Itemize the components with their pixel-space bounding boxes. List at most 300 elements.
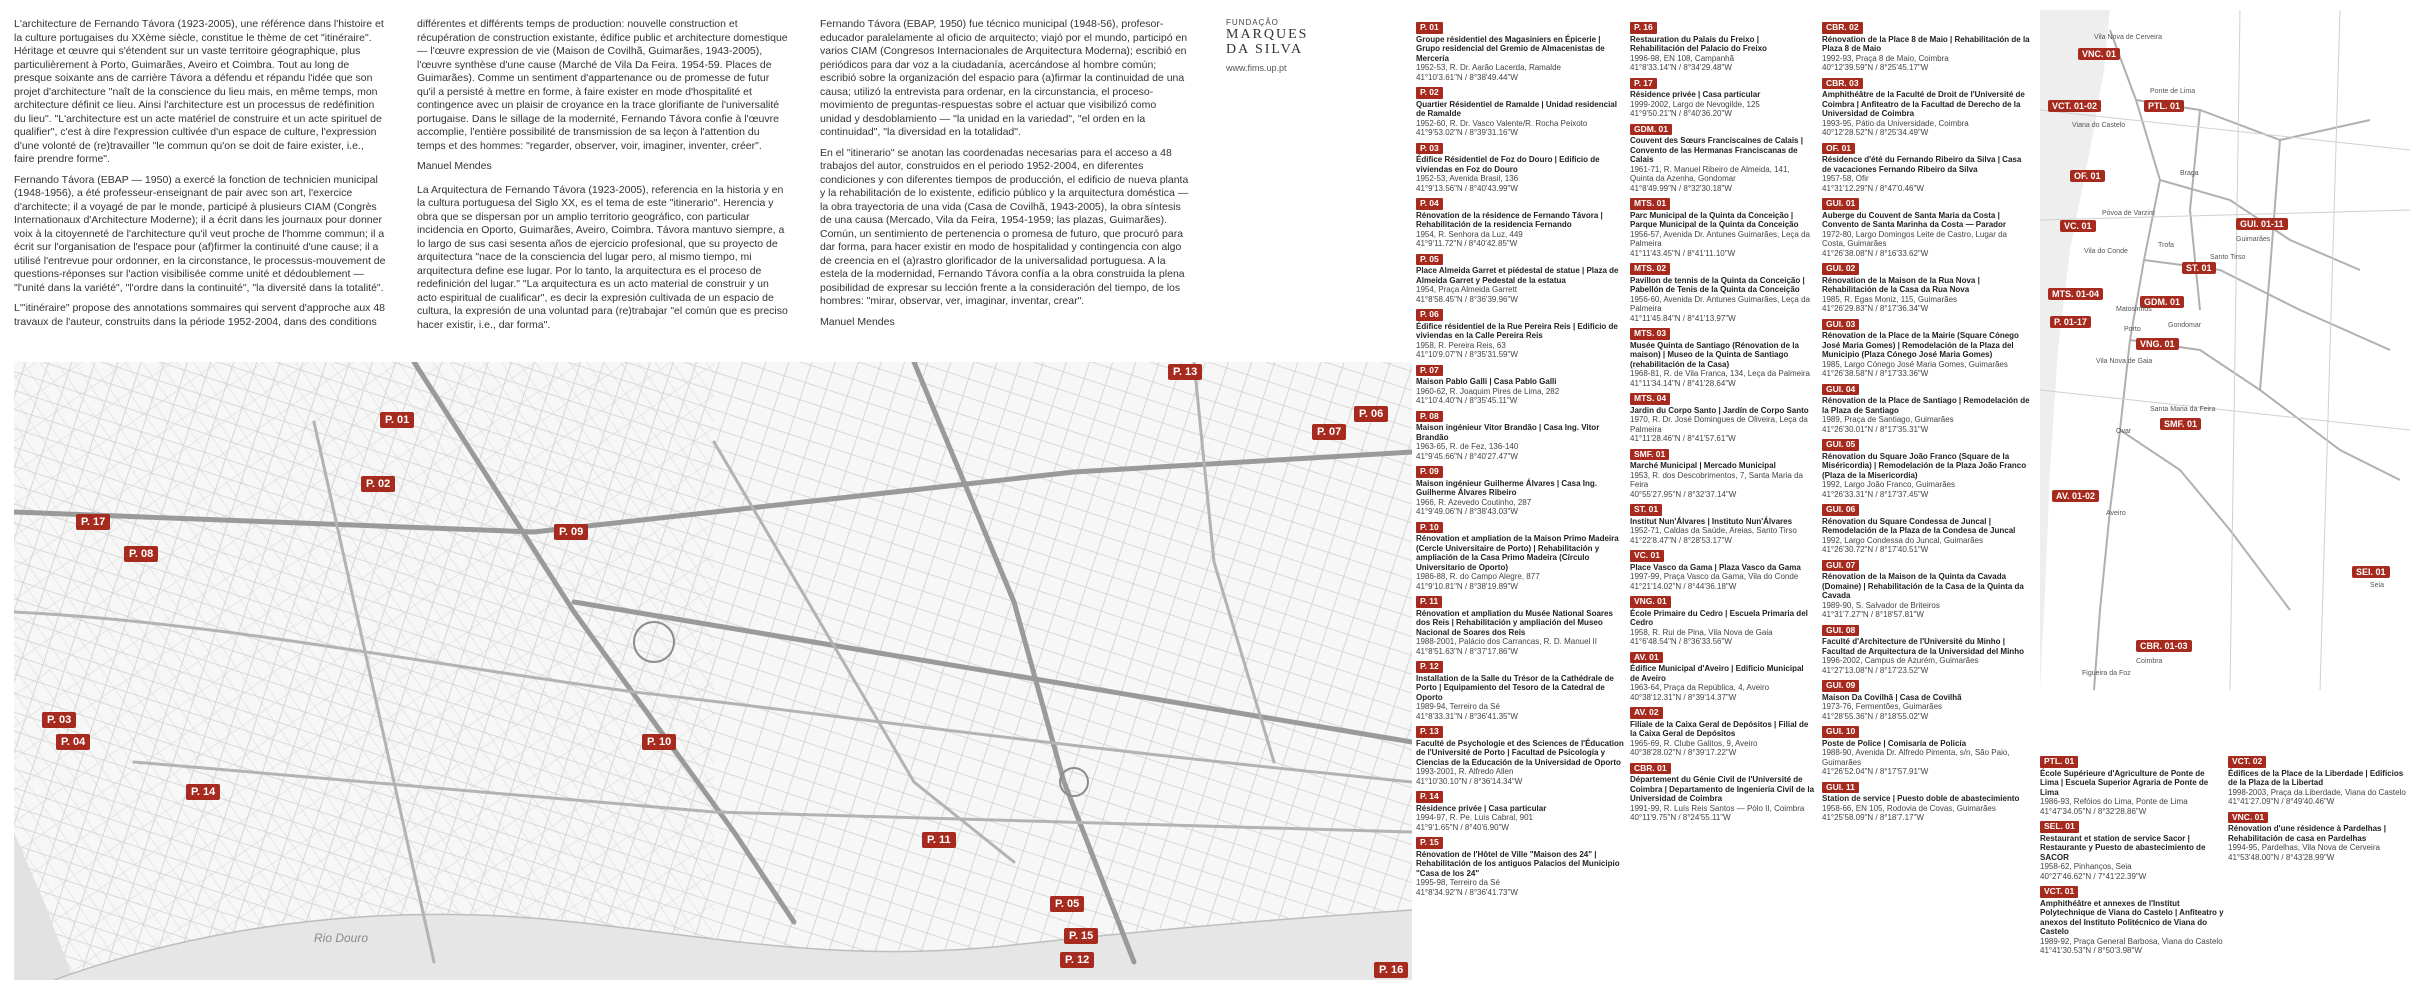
entry-code: MTS. 03 — [1630, 328, 1670, 340]
logo-line1: FUNDAÇÃO — [1226, 18, 1279, 27]
map-pin-p07[interactable]: P. 07 — [1312, 424, 1346, 440]
entry-name: Rénovation de la résidence de Fernando Távora | Rehabilitación de la residencia Fernando — [1416, 210, 1603, 229]
list-item[interactable] — [2040, 886, 2224, 956]
entry-code: GUI. 03 — [1822, 319, 1859, 331]
entry-coordinates: 41°8'33.31"N / 8°36'41.35"W — [1416, 711, 1518, 721]
entry-coordinates: 41°9'49.06"N / 8°38'43.03"W — [1416, 507, 1518, 516]
entry-coordinates: 41°11'34.14"N / 8°41'28.64"W — [1630, 378, 1736, 388]
entry-coordinates: 41°25'58.09"N / 8°18'7.17"W — [1822, 813, 1924, 822]
list-item[interactable] — [1822, 319, 2032, 379]
region-pin-smf01[interactable]: SMF. 01 — [2160, 418, 2201, 430]
entry-coordinates: 40°27'46.62"N / 7°41'22.39"W — [2040, 871, 2147, 881]
entry-coordinates: 41°47'34.05"N / 8°32'28.86"W — [2040, 806, 2147, 816]
region-pin-cbr01-03[interactable]: CBR. 01-03 — [2136, 640, 2192, 652]
entry-code: GUI. 04 — [1822, 384, 1859, 396]
entry-address: 1953, R. dos Descobrimentos, 7, Santa Maria da Feira — [1630, 470, 1803, 489]
logo-line3: DA SILVA — [1226, 42, 1304, 57]
list-item[interactable] — [2040, 821, 2224, 881]
works-list-4 — [2040, 756, 2224, 961]
entry-coordinates: 41°27'13.08"N / 8°17'23.52"W — [1822, 665, 1929, 675]
region-pin-vc01[interactable]: VC. 01 — [2060, 220, 2096, 232]
entry-coordinates: 41°11'43.45"N / 8°41'11.10"W — [1630, 248, 1736, 258]
entry-code: CBR. 03 — [1822, 78, 1863, 90]
entry-code: P. 04 — [1416, 198, 1443, 210]
list-item[interactable] — [1416, 309, 1626, 360]
entry-name: Amphithéâtre de la Faculté de Droit de l'Université de Coimbra | Anfiteatro de la Facultad de Derecho de la Universidad de Coimbra — [1822, 90, 2025, 118]
works-list-3 — [1822, 22, 2032, 828]
intro-fr-paragraph: L'architecture de Fernando Távora (1923-2005), une référence dans l'histoire et la culture portugaises du XXème siècle, constitue le thème de cet "itinéraire". Héritage et œuvre qui s'étendent sur un vaste territoire géographique, plus particulièrement à Porto, Guimarães, Aveiro et Coimbra. Tout au long de presque soixante ans de carrière Távora a défendu et répandu l'idée que son projet d'architecture "naît de la conscience du lieu mais, en même temps, mon architecture définit ce lieu. Ainsi l'architecture est un processus de redéfinition du lieu". "L'architecture est un acte matériel de construire et un acte spirituel de qualifier", c'est à dire l'expression cultivée d'un espace de culture, l'expression d'une volonté de (re)travailler "le commun qu'on se doit de faire exister, i.e., faire prendre forme". — [14, 18, 384, 165]
entry-address: 1997-99, Praça Vasco da Gama, Vila do Conde — [1630, 572, 1799, 581]
entry-address: 1996-2002, Campus de Azurém, Guimarães — [1822, 656, 1979, 665]
entry-name: Rénovation et ampliation de la Maison Primo Madeira (Cercle Universitaire de Porto) | Rehabilitación y ampliación de la Casa Primo Madeira (Círculo Universitario de Oporto) — [1416, 534, 1619, 572]
town-label: Vila do Conde — [2084, 248, 2128, 255]
entry-code: P. 08 — [1416, 411, 1443, 423]
entry-address: 1998-2003, Praça da Liberdade, Viana do Castelo — [2228, 787, 2406, 797]
entry-code: P. 16 — [1630, 22, 1657, 34]
entry-coordinates: 41°26'30.01"N / 8°17'35.31"W — [1822, 424, 1929, 434]
entry-name: Rénovation de la Maison de la Quinta da Cavada (Domaine) | Rehabilitación de la Casa de la Quinta da Cavada — [1822, 572, 2024, 600]
entry-code: GUI. 05 — [1822, 439, 1859, 451]
entry-name: Édifices de la Place de la Liberdade | Edificios de la Plaza de la Libertad — [2228, 768, 2404, 787]
entry-address: 1952-60, R. Dr. Vasco Valente/R. Rocha Peixoto — [1416, 118, 1588, 128]
entry-address: 1985, Largo Cónego José Maria Gomes, Guimarães — [1822, 359, 2008, 369]
entry-name: Maison Da Covilhã | Casa de Covilhã — [1822, 692, 1962, 702]
entry-coordinates: 41°6'48.54"N / 8°36'33.56"W — [1630, 637, 1732, 646]
list-item[interactable] — [1822, 263, 2032, 314]
town-label: Seia — [2370, 582, 2385, 589]
entry-coordinates: 41°9'50.21"N / 8°40'36.20"W — [1630, 109, 1732, 118]
town-label: Ponte de Lima — [2150, 88, 2196, 95]
entry-code: MTS. 01 — [1630, 198, 1670, 210]
map-pin-p10[interactable]: P. 10 — [642, 734, 676, 750]
entry-name: Édifice Municipal d'Aveiro | Edificio Municipal de Aveiro — [1630, 664, 1804, 683]
list-item[interactable] — [1416, 791, 1626, 832]
entry-code: P. 09 — [1416, 466, 1443, 478]
entry-name: Restaurant et station de service Sacor | Restaurante y Puesto de abastecimiento de SACOR — [2040, 833, 2206, 862]
list-item[interactable] — [1822, 625, 2032, 676]
entry-code: MTS. 02 — [1630, 263, 1670, 275]
list-item[interactable] — [2040, 756, 2224, 816]
entry-address: 1992, Largo Condessa do Juncal, Guimarães — [1822, 535, 1983, 545]
entry-address: 1988-2001, Palácio dos Carrancas, R. D. Manuel II — [1416, 637, 1597, 646]
list-item[interactable] — [1416, 661, 1626, 721]
entry-code: GUI. 10 — [1822, 726, 1859, 738]
entry-address: 1956-60, Avenida Dr. Antunes Guimarães, Leça da Palmeira — [1630, 294, 1810, 313]
entry-coordinates: 40°38'12.31"N / 8°39'14.37"W — [1630, 692, 1737, 702]
list-item[interactable] — [1416, 726, 1626, 786]
entry-coordinates: 41°31'7.27"N / 8°18'57.81"W — [1822, 610, 1924, 619]
porto-map[interactable] — [14, 362, 1412, 980]
entry-code: OF. 01 — [1822, 143, 1855, 155]
map-pin-p08[interactable]: P. 08 — [124, 546, 158, 562]
entry-name: Faculté de Psychologie et des Sciences de l'Éducation de l'Université de Porto | Facultad de Psicología y Ciencias de la Educación de la Universidad de Oporto — [1416, 738, 1624, 767]
entry-name: Rénovation de la Place de la Mairie (Square Cónego José Maria Gomes) | Remodelación de la Plaza del Municipio (Plaza Cónego José Maria Gomes) — [1822, 331, 2019, 359]
entry-address: 1958-66, EN 105, Rodovia de Covas, Guimarães — [1822, 803, 1996, 813]
list-item[interactable] — [1822, 726, 2032, 777]
list-item[interactable] — [1822, 198, 2032, 258]
list-item[interactable] — [1630, 328, 1815, 388]
entry-code: SEL. 01 — [2040, 821, 2079, 833]
town-label: Vila Nova de Cerveira — [2094, 34, 2162, 41]
list-item[interactable] — [1822, 782, 2032, 823]
entry-code: P. 13 — [1416, 726, 1443, 738]
list-item[interactable] — [1630, 449, 1815, 500]
entry-address: 1999-2002, Largo de Nevogilde, 125 — [1630, 99, 1760, 109]
region-pin-sei01[interactable]: SEI. 01 — [2352, 566, 2390, 578]
list-item[interactable] — [1630, 763, 1815, 823]
list-item[interactable] — [1416, 365, 1626, 406]
entry-coordinates: 41°41'27.09"N / 8°49'40.46"W — [2228, 797, 2335, 806]
entry-name: Rénovation de la Place de Santiago | Remodelación de la Plaza de Santiago — [1822, 396, 2030, 415]
entry-name: Édifice Résidentiel de Foz do Douro | Edificio de viviendas en Foz do Douro — [1416, 155, 1600, 174]
entry-name: Institut Nun'Álvares | Instituto Nun'Álvares — [1630, 516, 1793, 526]
entry-name: Parc Municipal de la Quinta da Conceição | Parque Municipal de la Quinta da Conceição — [1630, 210, 1799, 229]
entry-address: 1965-69, R. Clube Galitos, 9, Aveiro — [1630, 738, 1758, 748]
map-pin-p16[interactable]: P. 16 — [1374, 962, 1408, 978]
intro-es-column-2 — [820, 18, 1190, 339]
entry-name: Maison ingénieur Guilherme Álvares | Casa Ing. Guilherme Álvares Ribeiro — [1416, 478, 1597, 497]
list-item[interactable] — [1416, 837, 1626, 897]
intro-es-paragraph: La Arquitectura de Fernando Távora (1923-2005), referencia en la historia y en la cultura portuguesa del Siglo XX, es el tema de este "itinerario". Herencia y obra que se dispersan por un amplio territorio geográfico, con particular incidencia en Oporto, Guimarães, Aveiro, Coimbra. Távora mantuvo siempre, a lo largo de sus casi sesenta años de ejercicio profesional, que su proyecto de arquitectura "nace de la consciencia del lugar pero, al mismo tiempo, mi arquitectura define ese lugar. Por lo tanto, la arquitectura es el proceso de redefinición del lugar." "La arquitectura es un acto material de construir y un acto espiritual de cualificar", es decir la expresión cultivada de un espacio de cultura, la expresión de una voluntad para (re)trabajar "el común que es preciso hacer existir, i.e., dar forma". — [417, 183, 788, 331]
entry-name: Résidence d'été du Fernando Ribeiro da Silva | Casa de vacaciones Fernando Ribeiro da Silva — [1822, 155, 2022, 174]
entry-coordinates: 41°53'48.00"N / 8°43'28.99"W — [2228, 852, 2335, 862]
map-pin-p09[interactable]: P. 09 — [554, 524, 588, 540]
entry-name: Pavillon de tennis de la Quinta da Conceição | Pabellón de Tenis de la Quinta da Conceição — [1630, 275, 1805, 294]
entry-address: 1952-53, Avenida Brasil, 136 — [1416, 174, 1519, 183]
region-pin-mts01-04[interactable]: MTS. 01-04 — [2048, 288, 2103, 300]
region-pin-of01[interactable]: OF. 01 — [2070, 170, 2105, 182]
entry-code: GUI. 01 — [1822, 198, 1859, 210]
entry-coordinates: 41°10'3.61"N / 8°38'49.44"W — [1416, 72, 1518, 82]
region-pin-ptl01[interactable]: PTL. 01 — [2144, 100, 2184, 112]
list-item[interactable] — [1416, 254, 1626, 305]
town-label: Póvoa de Varzim — [2102, 210, 2155, 217]
list-item[interactable] — [1822, 680, 2032, 721]
list-item[interactable] — [1416, 22, 1626, 82]
entry-code: P. 12 — [1416, 661, 1443, 673]
list-item[interactable] — [1822, 22, 2032, 73]
entry-code: VCT. 01 — [2040, 886, 2078, 898]
town-label: Trofa — [2158, 242, 2175, 249]
list-item[interactable] — [1822, 384, 2032, 435]
intro-fr-column-2 — [417, 18, 789, 339]
entry-coordinates: 41°9'53.02"N / 8°39'31.16"W — [1416, 128, 1518, 137]
entry-code: SMF. 01 — [1630, 449, 1669, 461]
list-item[interactable] — [1416, 522, 1626, 592]
town-label: Viana do Castelo — [2072, 122, 2126, 129]
town-label: Figueira da Foz — [2082, 670, 2131, 677]
entry-address: 1994-95, Pardelhas, Vila Nova de Cerveira — [2228, 843, 2380, 852]
entry-name: Installation de la Salle du Trésor de la Cathédrale de Porto | Equipamiento del Tesoro de la Catedral de Oporto — [1416, 673, 1614, 702]
entry-address: 1972-80, Largo Domingos Leite de Castro, Lugar da Costa, Guimarães — [1822, 229, 2008, 248]
entry-address: 1988-90, Avenida Dr. Alfredo Pimenta, s/n, São Paio, Guimarães — [1822, 748, 2010, 767]
intro-es-signature: Manuel Mendes — [820, 315, 895, 328]
entry-name: Musée Quinta de Santiago (Rénovation de la maison) | Museo de la Quinta de Santiago (rehabilitación de la Casa) — [1630, 340, 1799, 369]
entry-name: Filiale de la Caixa Geral de Depósitos | Filial de la Caixa Geral de Depósitos — [1630, 719, 1809, 738]
list-item[interactable] — [1630, 263, 1815, 323]
entry-address: 1963-65, R. de Fez, 136-140 — [1416, 442, 1519, 451]
entry-coordinates: 41°41'30.53"N / 8°50'3.98"W — [2040, 946, 2142, 955]
list-item[interactable] — [1822, 78, 2032, 138]
entry-coordinates: 41°9'45.66"N / 8°40'27.47"W — [1416, 451, 1518, 461]
entry-name: Rénovation du Square João Franco (Square de la Miséricordia) | Remodelación de la Plaza João Franco (Plaza de la Misericordia) — [1822, 451, 2027, 480]
town-label: Porto — [2124, 326, 2141, 333]
intro-fr-column — [14, 18, 386, 336]
entry-address: 1986-88, R. do Campo Alegre, 877 — [1416, 572, 1540, 581]
list-item[interactable] — [1822, 439, 2032, 499]
regional-map[interactable] — [2040, 10, 2410, 690]
entry-name: Résidence privée | Casa particular — [1630, 90, 1761, 99]
entry-name: Poste de Police | Comisaría de Policía — [1822, 738, 1967, 748]
entry-name: Édifice résidentiel de la Rue Pereira Reis | Edificio de viviendas en la Calle Pereira Reis — [1416, 321, 1618, 340]
entry-code: P. 02 — [1416, 87, 1443, 99]
entry-name: Maison ingénieur Vitor Brandão | Casa Ing. Vitor Brandão — [1416, 423, 1600, 442]
entry-coordinates: 41°8'33.14"N / 8°34'29.48"W — [1630, 63, 1732, 72]
entry-code: CBR. 02 — [1822, 22, 1863, 34]
region-pin-av01-02[interactable]: AV. 01-02 — [2052, 490, 2099, 502]
town-label: Santo Tirso — [2210, 254, 2246, 261]
entry-code: GUI. 08 — [1822, 625, 1859, 637]
entry-code: GUI. 07 — [1822, 560, 1859, 572]
entry-name: Faculté d'Architecture de l'Université du Minho | Facultad de Arquitectura de la Universidad del Minho — [1822, 637, 2024, 656]
entry-address: 1994-97, R. Pe. Luís Cabral, 901 — [1416, 813, 1533, 822]
region-pin-p01-17[interactable]: P. 01-17 — [2050, 316, 2091, 328]
entry-address: 1958-62, Pinhanços, Seia — [2040, 862, 2132, 871]
entry-coordinates: 41°28'55.36"N / 8°18'55.02"W — [1822, 711, 1929, 721]
entry-coordinates: 41°10'9.07"N / 8°35'31.59"W — [1416, 350, 1518, 359]
town-label: Santa Maria da Feira — [2150, 406, 2216, 413]
entry-coordinates: 41°8'34.92"N / 8°36'41.73"W — [1416, 887, 1518, 897]
entry-coordinates: 41°11'45.84"N / 8°41'13.97"W — [1630, 313, 1736, 323]
list-item[interactable] — [1630, 22, 1815, 73]
list-item[interactable] — [1630, 504, 1815, 545]
entry-address: 1958, R. Rui de Pina, Vila Nova de Gaia — [1630, 627, 1773, 637]
entry-code: GDM. 01 — [1630, 124, 1672, 136]
region-pin-st01[interactable]: ST. 01 — [2182, 262, 2216, 274]
entry-address: 1992-93, Praça 8 de Maio, Coimbra — [1822, 53, 1949, 63]
entry-name: Place Vasco da Gama | Plaza Vasco da Gama — [1630, 562, 1801, 572]
map-pin-p17[interactable]: P. 17 — [76, 514, 110, 530]
entry-name: Groupe résidentiel des Magasiniers en Épicerie | Grupo residencial del Gremio de Almacenistas de Mercería — [1416, 34, 1605, 63]
region-pin-vng01[interactable]: VNG. 01 — [2136, 338, 2179, 350]
entry-coordinates: 41°10'30.10"N / 8°36'14.34"W — [1416, 776, 1523, 786]
entry-name: Quartier Résidentiel de Ramalde | Unidad residencial de Ramalde — [1416, 99, 1617, 118]
list-item[interactable] — [1822, 504, 2032, 555]
entry-address: 1996-98, EN 108, Campanhã — [1630, 53, 1735, 63]
entry-address: 1952-53, R. Dr. Aarão Lacerda, Ramalde — [1416, 63, 1561, 72]
entry-name: Marché Municipal | Mercado Municipal — [1630, 461, 1776, 470]
entry-coordinates: 40°38'28.02"N / 8°39'17.22"W — [1630, 748, 1737, 757]
entry-code: GUI. 02 — [1822, 263, 1859, 275]
map-pin-p12[interactable]: P. 12 — [1060, 952, 1094, 968]
entry-name: École Supérieure d'Agriculture de Ponte de Lima | Escuela Superior Agraria de Ponte de Lima — [2040, 768, 2209, 797]
entry-name: Rénovation d'une résidence à Pardelhas | Rehabilitación de casa en Pardelhas — [2228, 824, 2386, 843]
town-label: Aveiro — [2106, 510, 2126, 517]
entry-address: 1995-98, Terreiro da Sé — [1416, 878, 1500, 887]
intro-es-paragraph: Fernando Távora (EBAP, 1950) fue técnico municipal (1948-56), profesor-educador paralelamente al oficio de arquitecto; viajó por el mundo, participó en varios CIAM (Congresos Internacionales de Arquitectura Moderna); escribió en periódicos para dar voz a la ciudadanía, acercándose al hombre común; escribió sobre la organización del espacio para (a)firmar la continuidad de una causa; utilizó la entrevista para ordenar, en la circunstancia, el proceso-movimiento de preguntas-respuestas sobre el actuar que visibilizó como unidad y desdoblamiento — "la unidad en la variedad", "el orden en la continuidad", "la diversidad en la totalidad". — [820, 18, 1188, 138]
entry-address: 1989-92, Praça General Barbosa, Viana do Castelo — [2040, 936, 2223, 946]
entry-coordinates: 41°9'1.65"N / 8°40'6.90"W — [1416, 822, 1509, 832]
list-item[interactable] — [1630, 550, 1815, 591]
list-item[interactable] — [1822, 560, 2032, 620]
map-pin-p15[interactable]: P. 15 — [1064, 928, 1098, 944]
entry-coordinates: 41°26'52.04"N / 8°17'57.91"W — [1822, 767, 1929, 776]
entry-address: 1954, R. Senhora da Luz, 449 — [1416, 229, 1523, 239]
entry-code: VNG. 01 — [1630, 596, 1671, 608]
town-label: Vila Nova de Gaia — [2096, 358, 2153, 365]
entry-name: Place Almeida Garret et piédestal de statue | Plaza de Almeida Garret y Pedestal de la estatua — [1416, 266, 1619, 285]
intro-es-paragraph: En el "itinerario" se anotan las coordenadas necesarias para el acceso a 48 trabajos del autor, construidos en el periodo 1952-2004, en diferentes condiciones y con diferentes tiempos de producción, el edificio de nueva planta y la rehabilitación de lo existente, edificio público y la arquitectura doméstica — la obra trayectoria de una vida (Casa de Covilhã, 1943-2005), la obra síntesis de una causa (Mercado, Vila da Feira, 1954-1959; las plazas, Guimarães). Común, un sentimiento de pertenencia o promesa de futuro, que procuró para dar forma, para hacer existir en modo de hospitalidad y contingencia con algo de creencia en el (a)rastro glorificador de la universalidad portuguesa. A la estela de la modernidad, Fernando Távora confía a la obra construida la plena posibilidad de expresar su lección frente a la consideración del tiempo, de los hombres: "mirar, observar, ver, imaginar, inventar, crear". — [820, 146, 1189, 307]
entry-coordinates: 41°11'28.46"N / 8°41'57.61"W — [1630, 434, 1736, 443]
entry-code: AV. 01 — [1630, 652, 1663, 664]
map-pin-p13[interactable]: P. 13 — [1168, 364, 1202, 380]
entry-coordinates: 40°12'28.52"N / 8°25'34.49"W — [1822, 128, 1929, 137]
entry-coordinates: 40°12'39.59"N / 8°25'45.17"W — [1822, 63, 1929, 72]
entry-name: Couvent des Sœurs Franciscaines de Calais | Convento de las Hermanas Franciscanas de Calais — [1630, 136, 1803, 164]
entry-coordinates: 41°26'29.83"N / 8°17'36.34"W — [1822, 304, 1929, 313]
map-pin-p03[interactable]: P. 03 — [42, 712, 76, 728]
region-pin-vct01-02[interactable]: VCT. 01-02 — [2048, 100, 2101, 112]
region-pin-vnc01[interactable]: VNC. 01 — [2078, 48, 2120, 60]
entry-coordinates: 41°9'10.81"N / 8°38'19.89"W — [1416, 581, 1518, 591]
list-item[interactable] — [1416, 596, 1626, 656]
map-pin-p01[interactable]: P. 01 — [380, 412, 414, 428]
map-pin-p14[interactable]: P. 14 — [186, 784, 220, 800]
entry-code: ST. 01 — [1630, 504, 1662, 516]
entry-coordinates: 41°26'30.72"N / 8°17'40.51"W — [1822, 545, 1929, 554]
entry-code: VCT. 02 — [2228, 756, 2266, 768]
entry-coordinates: 40°11'9.75"N / 8°24'55.11"W — [1630, 813, 1731, 822]
entry-name: Restauration du Palais du Freixo | Rehabilitación del Palacio do Freixo — [1630, 34, 1767, 53]
entry-name: École Primaire du Cedro | Escuela Primaria del Cedro — [1630, 608, 1808, 627]
entry-code: VNC. 01 — [2228, 812, 2268, 824]
entry-coordinates: 41°31'12.29"N / 8°47'0.46"W — [1822, 183, 1924, 193]
entry-coordinates: 41°10'4.40"N / 8°35'45.11"W — [1416, 396, 1518, 405]
map-pin-p02[interactable]: P. 02 — [361, 476, 395, 492]
entry-coordinates: 41°8'58.45"N / 8°36'39.96"W — [1416, 294, 1518, 304]
entry-address: 1954, Praça Almeida Garrett — [1416, 285, 1517, 294]
foundation-logo — [1226, 18, 1326, 73]
list-item[interactable] — [1416, 143, 1626, 194]
entry-name: Rénovation de l'Hôtel de Ville "Maison des 24" | Rehabilitación de los antiguos Palacios del Municipio "Casa de los 24" — [1416, 849, 1620, 878]
town-label: Gondomar — [2168, 322, 2202, 329]
region-pin-gdm01[interactable]: GDM. 01 — [2140, 296, 2184, 308]
entry-code: P. 17 — [1630, 78, 1657, 90]
logo-url[interactable]: www.fims.up.pt — [1226, 63, 1287, 73]
entry-coordinates: 41°21'14.02"N / 8°44'36.18"W — [1630, 581, 1737, 591]
entry-coordinates: 41°9'13.56"N / 8°40'43.99"W — [1416, 183, 1518, 193]
list-item[interactable] — [1416, 466, 1626, 517]
list-item[interactable] — [1822, 143, 2032, 194]
list-item[interactable] — [1630, 124, 1815, 194]
map-pin-p05[interactable]: P. 05 — [1050, 896, 1084, 912]
entry-address: 1952-71, Caldas da Saúde, Areias, Santo Tirso — [1630, 526, 1797, 535]
works-list-2 — [1630, 22, 1815, 828]
map-pin-p11[interactable]: P. 11 — [922, 832, 956, 848]
intro-fr-paragraph: L'"itinéraire" propose des annotations sommaires qui servent d'approche aux 48 travaux de l'auteur, construits dans la période 1952-2004, dans des conditions — [14, 302, 386, 328]
entry-address: 1992, Largo João Franco, Guimarães — [1822, 480, 1955, 489]
entry-name: Rénovation de la Place 8 de Maio | Rehabilitación de la Plaza 8 de Maio — [1822, 34, 2030, 53]
list-item[interactable] — [1416, 198, 1626, 249]
entry-address: 1956-57, Avenida Dr. Antunes Guimarães, Leça da Palmeira — [1630, 229, 1810, 248]
entry-name: Jardin du Corpo Santo | Jardín de Corpo Santo — [1630, 405, 1809, 415]
list-item[interactable] — [1630, 198, 1815, 258]
regional-map-roads — [2040, 10, 2410, 690]
entry-address: 1989-94, Terreiro da Sé — [1416, 702, 1500, 711]
map-pin-p04[interactable]: P. 04 — [56, 734, 90, 750]
entry-code: P. 06 — [1416, 309, 1443, 321]
list-item[interactable] — [1630, 707, 1815, 758]
entry-code: P. 07 — [1416, 365, 1443, 377]
works-list-5 — [2228, 756, 2410, 867]
intro-fr-paragraph: Fernando Távora (EBAP — 1950) a exercé la fonction de technicien municipal (1948-1956), a été professeur-enseignant de pair avec son art, l'exercice d'architecte; il a voyagé de par le monde, participé à plusieurs CIAM (Congrès Internationaux d'Architecture Moderne); il a écrit dans les journaux pour donner voix à la citoyenneté de l'architecture qu'il veut proche de l'homme commun; il a écrit sur l'organisation de l'espace pour (af)firmer la continuité d'une cause; il a utilisé l'entrevue pour ordonner, en la circonstance, le processus-mouvement de questions-réponses sur l'action visibilisée comme unité et dédoublement — "l'unité dans la variété", "l'ordre dans la continuité", "la diversité dans la totalité". — [14, 173, 386, 294]
entry-code: P. 15 — [1416, 837, 1443, 849]
entry-address: 1960-62, R. Joaquim Pires de Lima, 282 — [1416, 386, 1560, 396]
list-item[interactable] — [2228, 812, 2410, 863]
entry-code: VC. 01 — [1630, 550, 1664, 562]
entry-coordinates: 41°26'38.58"N / 8°17'33.36"W — [1822, 369, 1929, 378]
list-item[interactable] — [1416, 411, 1626, 462]
list-item[interactable] — [1416, 87, 1626, 138]
porto-map-roads — [14, 362, 1412, 980]
town-label: Coimbra — [2136, 658, 2163, 665]
town-label: Ovar — [2116, 428, 2132, 435]
entry-coordinates: 41°8'49.99"N / 8°32'30.18"W — [1630, 183, 1732, 193]
region-pin-gui01-11[interactable]: GUI. 01-11 — [2236, 218, 2288, 230]
works-list-1 — [1416, 22, 1626, 902]
list-item[interactable] — [1630, 652, 1815, 703]
entry-name: Rénovation et ampliation du Musée National Soares dos Reis | Rehabilitación y ampliación del Museo Nacional de Soares dos Reis — [1416, 608, 1613, 637]
river-label: Rio Douro — [314, 931, 369, 945]
entry-address: 1957-58, Ofir — [1822, 174, 1869, 183]
entry-name: Amphithéâtre et annexes de l'Institut Polytechnique de Viana do Castelo | Anfiteatro y anexos del Instituto Politécnico de Viana do Castelo — [2040, 898, 2224, 936]
entry-code: GUI. 11 — [1822, 782, 1859, 794]
list-item[interactable] — [2228, 756, 2410, 807]
entry-code: CBR. 01 — [1630, 763, 1671, 775]
entry-address: 1958, R. Pereira Reis, 63 — [1416, 340, 1506, 350]
list-item[interactable] — [1630, 393, 1815, 444]
entry-code: P. 01 — [1416, 22, 1443, 34]
entry-coordinates: 40°55'27.95"N / 8°32'37.14"W — [1630, 489, 1737, 499]
entry-code: PTL. 01 — [2040, 756, 2078, 768]
town-label: Matosinhos — [2116, 306, 2152, 313]
entry-address: 1989-90, S. Salvador de Briteiros — [1822, 600, 1940, 610]
entry-code: P. 05 — [1416, 254, 1443, 266]
entry-address: 1993-2001, R. Alfredo Allen — [1416, 767, 1514, 776]
entry-name: Station de service | Puesto doble de abastecimiento — [1822, 794, 2020, 803]
entry-name: Rénovation du Square Condessa de Juncal | Remodelación de la Plaza de la Condesa de Juncal — [1822, 516, 2016, 535]
intro-fr-paragraph: différentes et différents temps de production: nouvelle construction et récupération de construction existante, édifice public et architecture domestique — l'œuvre expression de vie (Maison de Covilhã, Guimarães, 1943-2005), l'œuvre synthèse d'une cause (Marché de Vila Da Feira. 1954-59. Places de Guimarães). Comme un sentiment d'appartenance ou de promesse de futur qu'il a persisté à mettre en forme, à faire exister en mode d'hospitalité et contingence avec un plaisir de croyance en la trace glorifiante de l'universalité portugaise. Dans le sillage de la modernité, Fernando Távora confie à l'œuvre accomplie, l'entière possibilité de transmission de sa leçon à l'attention du temps et des hommes: "regarder, observer, voir, imaginer, inventer, créer". — [417, 18, 788, 152]
entry-coordinates: 41°22'8.47"N / 8°28'53.17"W — [1630, 535, 1732, 545]
entry-coordinates: 41°8'51.63"N / 8°37'17.86"W — [1416, 646, 1518, 656]
entry-coordinates: 41°26'38.08"N / 8°16'33.62"W — [1822, 248, 1929, 258]
entry-coordinates: 41°26'33.31"N / 8°17'37.45"W — [1822, 489, 1929, 499]
list-item[interactable] — [1630, 78, 1815, 119]
entry-name: Résidence privée | Casa particular — [1416, 803, 1547, 813]
entry-address: 1973-76, Fermentões, Guimarães — [1822, 702, 1943, 711]
entry-coordinates: 41°9'11.72"N / 8°40'42.85"W — [1416, 239, 1518, 248]
entry-code: P. 11 — [1416, 596, 1442, 608]
town-label: Guimarães — [2236, 236, 2271, 243]
entry-code: P. 14 — [1416, 791, 1443, 803]
entry-name: Maison Pablo Galli | Casa Pablo Galli — [1416, 377, 1557, 386]
list-item[interactable] — [1630, 596, 1815, 647]
entry-address: 1991-99, R. Luís Reis Santos — Pólo II, Coimbra — [1630, 803, 1805, 813]
entry-address: 1986-93, Refóios do Lima, Ponte de Lima — [2040, 797, 2188, 806]
entry-address: 1961-71, R. Manuel Ribeiro de Almeida, 141, Quinta da Azenha, Gondomar — [1630, 164, 1790, 183]
town-label: Braga — [2180, 170, 2199, 177]
map-pin-p06[interactable]: P. 06 — [1354, 406, 1388, 422]
